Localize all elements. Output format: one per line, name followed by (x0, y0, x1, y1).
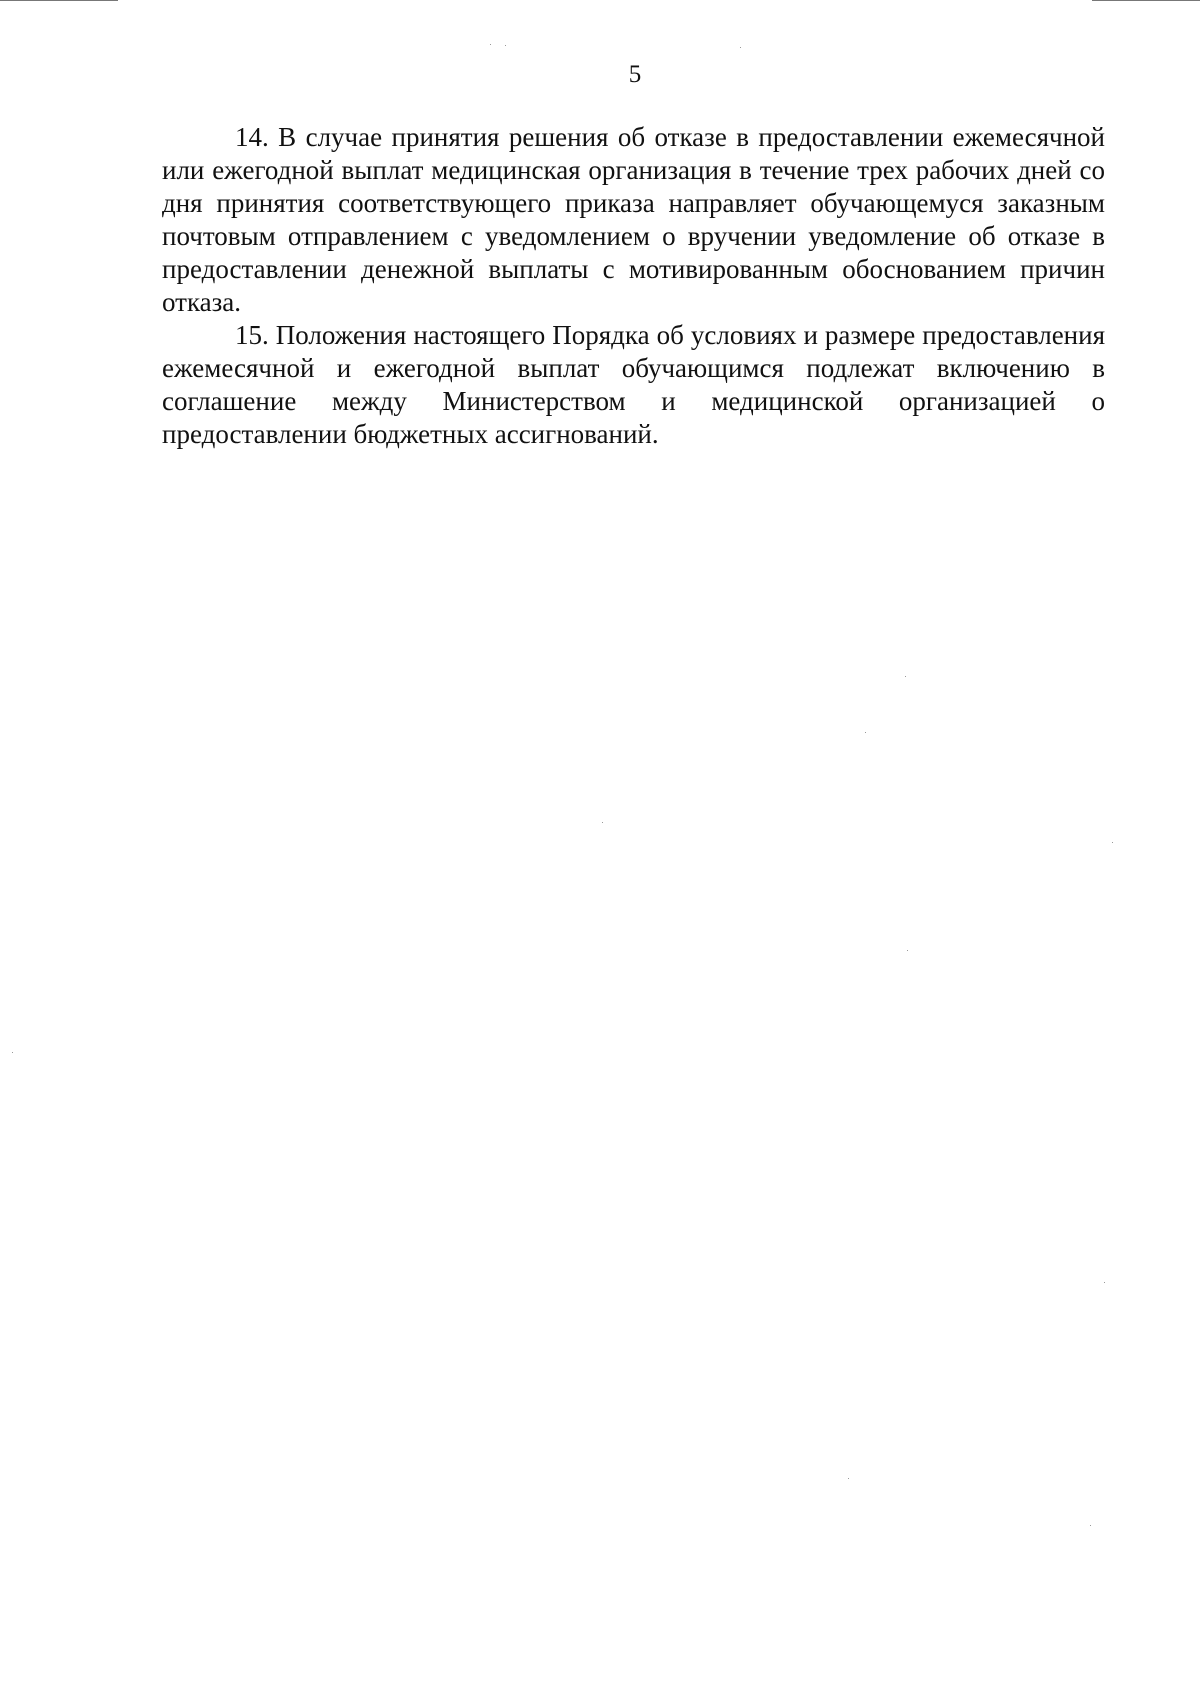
scan-speck (12, 1052, 13, 1053)
scan-edge-mark-right (1092, 0, 1200, 1)
scan-speck (865, 732, 866, 733)
paragraph-14: 14. В случае принятия решения об отказе в предоставлении ежемесячной или ежегодной выплат медицинская организация в течение трех рабочих дней со дня принятия соответствующего приказа направляет обучающемуся заказным почтовым отправлением с уведомлением о вручении уведомление об отказе в предоставлении денежной выплаты с мотивированным обоснованием причин отказа. (162, 122, 1105, 317)
scan-speck (848, 1478, 849, 1479)
scan-edge-mark-left (0, 0, 118, 1)
document-body (162, 121, 1105, 451)
scan-speck (602, 822, 603, 823)
paragraph-15: 15. Положения настоящего Порядка об условиях и размере предоставления ежемесячной и ежегодной выплат обучающимся подлежат включению в соглашение между Министерством и медицинской организацией о предоставлении бюджетных ассигнований. (162, 320, 1105, 449)
scan-speck (740, 47, 741, 48)
scan-speck (505, 45, 506, 46)
scan-speck (1104, 1282, 1105, 1283)
page-number: 5 (628, 61, 642, 88)
scan-speck (1090, 1525, 1091, 1526)
scan-speck (907, 950, 908, 951)
scan-speck (1112, 842, 1113, 843)
scan-speck (490, 44, 491, 45)
scan-speck (905, 676, 906, 677)
